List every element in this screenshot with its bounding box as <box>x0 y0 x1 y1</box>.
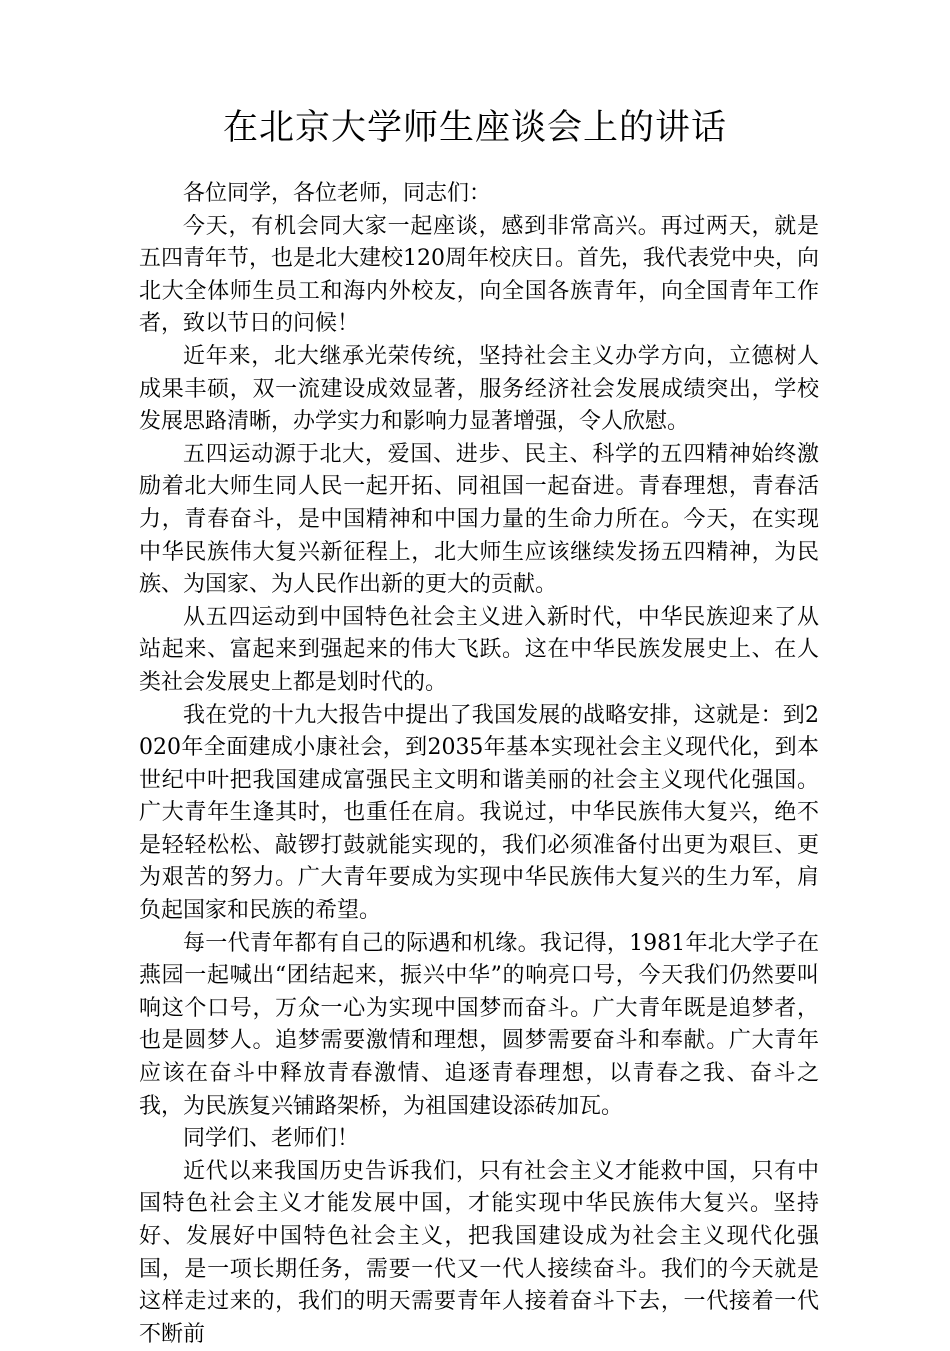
paragraph: 从五四运动到中国特色社会主义进入新时代，中华民族迎来了从站起来、富起来到强起来的伟大飞跃。这在中华民族发展史上、在人类社会发展史上都是划时代的。 <box>139 604 819 695</box>
paragraph: 五四运动源于北大，爱国、进步、民主、科学的五四精神始终激励着北大师生同人民一起开拓、同祖国一起奋进。青春理想，青春活力，青春奋斗，是中国精神和中国力量的生命力所在。今天，在实现中华民族伟大复兴新征程上，北大师生应该继续发扬五四精神，为民族、为国家、为人民作出新的更大的贡献。 <box>139 441 819 598</box>
paragraph: 近年来，北大继承光荣传统，坚持社会主义办学方向，立德树人成果丰硕，双一流建设成效显著，服务经济社会发展成绩突出，学校发展思路清晰，办学实力和影响力显著增强，令人欣慰。 <box>139 343 819 435</box>
paragraph-salutation: 各位同学，各位老师，同志们： <box>183 181 492 206</box>
paragraph-address: 同学们、老师们！ <box>183 1126 360 1152</box>
paragraph: 近代以来我国历史告诉我们，只有社会主义才能救中国，只有中国特色社会主义才能发展中国，才能实现中华民族伟大复兴。坚持好、发展好中国特色社会主义，把我国建设成为社会主义现代化强国，是一项长期任务，需要一代又一代人接续奋斗。我们的今天就是这样走过来的，我们的明天需要青年人接着奋斗下去，一代接着一代不断前 <box>139 1158 819 1347</box>
paragraph: 今天，有机会同大家一起座谈，感到非常高兴。再过两天，就是五四青年节，也是北大建校120周年校庆日。首先，我代表党中央，向北大全体师生员工和海内外校友，向全国各族青年，向全国青年工作者，致以节日的问候！ <box>139 213 819 337</box>
paragraph: 我在党的十九大报告中提出了我国发展的战略安排，这就是：到2020年全面建成小康社会，到2035年基本实现社会主义现代化，到本世纪中叶把我国建成富强民主文明和谐美丽的社会主义现代化强国。广大青年生逢其时，也重任在肩。我说过，中华民族伟大复兴，绝不是轻轻松松、敲锣打鼓就能实现的，我们必须准备付出更为艰巨、更为艰苦的努力。广大青年要成为实现中华民族伟大复兴的生力军，肩负起国家和民族的希望。 <box>139 702 819 924</box>
paragraph: 每一代青年都有自己的际遇和机缘。我记得，1981年北大学子在燕园一起喊出“团结起来，振兴中华”的响亮口号，今天我们仍然要叫响这个口号，万众一心为实现中国梦而奋斗。广大青年既是追梦者，也是圆梦人。追梦需要激情和理想，圆梦需要奋斗和奉献。广大青年应该在奋斗中释放青春激情、追逐青春理想，以青春之我、奋斗之我，为民族复兴铺路架桥，为祖国建设添砖加瓦。 <box>139 930 819 1119</box>
document-title: 在北京大学师生座谈会上的讲话 <box>222 108 727 148</box>
document-body <box>139 178 819 1351</box>
